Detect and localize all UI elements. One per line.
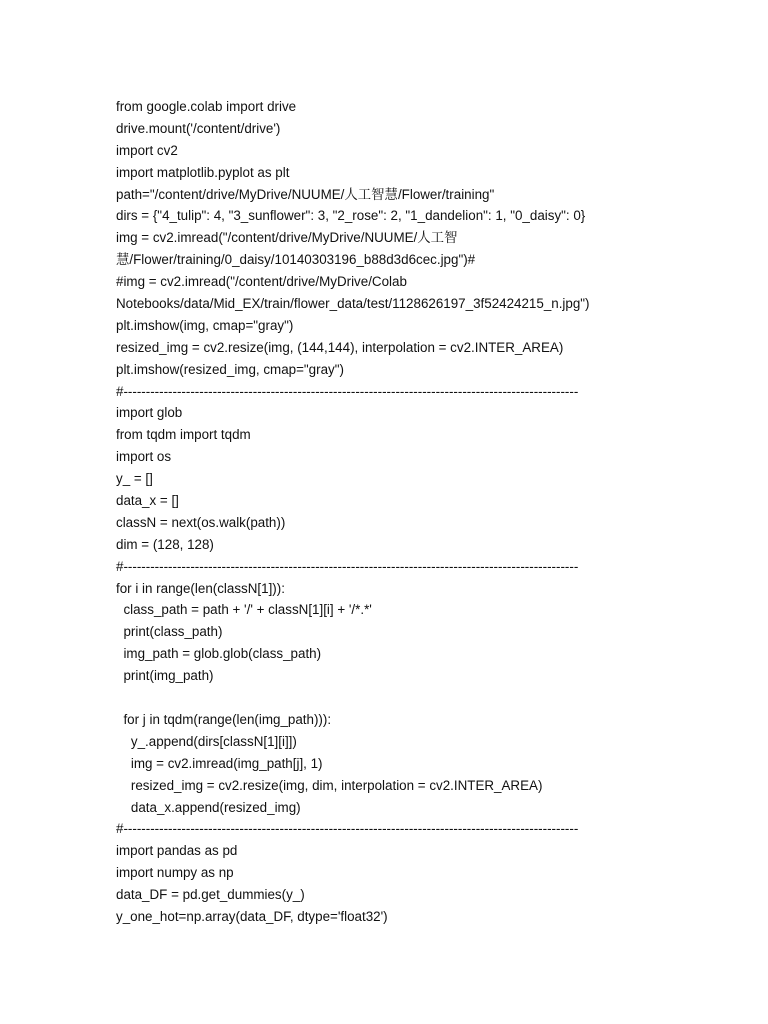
- code-line: import matplotlib.pyplot as plt: [116, 164, 290, 180]
- code-line: plt.imshow(resized_img, cmap="gray"): [116, 361, 344, 377]
- code-line: classN = next(os.walk(path)): [116, 514, 286, 530]
- code-line: import numpy as np: [116, 865, 234, 881]
- code-line: y_ = []: [116, 471, 153, 487]
- code-line: data_DF = pd.get_dummies(y_): [116, 887, 305, 903]
- code-line: img_path = glob.glob(class_path): [116, 646, 322, 662]
- code-line: import os: [116, 449, 172, 465]
- code-line: for i in range(len(classN[1])):: [116, 580, 285, 596]
- code-line: dirs = {"4_tulip": 4, "3_sunflower": 3, "2_rose": 2, "1_dandelion": 1, "0_daisy": 0}: [116, 208, 586, 224]
- code-line: #img = cv2.imread("/content/drive/MyDrive/Colab: [116, 274, 407, 290]
- code-line: import pandas as pd: [116, 843, 238, 859]
- code-line: resized_img = cv2.resize(img, dim, interpolation = cv2.INTER_AREA): [116, 777, 543, 793]
- code-line: drive.mount('/content/drive'): [116, 120, 281, 136]
- code-line: from tqdm import tqdm: [116, 427, 251, 443]
- code-line: from google.colab import drive: [116, 99, 297, 114]
- code-line: 慧/Flower/training/0_daisy/10140303196_b88d3d6cec.jpg")#: [116, 252, 476, 268]
- code-line: for j in tqdm(range(len(img_path))):: [116, 711, 332, 727]
- code-line: print(img_path): [116, 668, 214, 684]
- code-line: y_one_hot=np.array(data_DF, dtype='float32'): [116, 908, 388, 924]
- code-line: data_x.append(resized_img): [116, 799, 301, 815]
- code-line: class_path = path + '/' + classN[1][i] + '/*.*': [116, 602, 372, 618]
- code-line: #------------------------------------------------------------------------------------------------------: [116, 383, 579, 399]
- code-line: img = cv2.imread(img_path[j], 1): [116, 755, 323, 771]
- code-line: y_.append(dirs[classN[1][i]]): [116, 733, 297, 749]
- code-line: resized_img = cv2.resize(img, (144,144), interpolation = cv2.INTER_AREA): [116, 339, 564, 355]
- code-line: img = cv2.imread("/content/drive/MyDrive/NUUME/人工智: [116, 230, 458, 246]
- code-line: path="/content/drive/MyDrive/NUUME/人工智慧/Flower/training": [116, 186, 495, 202]
- code-line: dim = (128, 128): [116, 536, 214, 552]
- code-line: #------------------------------------------------------------------------------------------------------: [116, 558, 579, 574]
- code-line: #------------------------------------------------------------------------------------------------------: [116, 821, 579, 837]
- code-line: print(class_path): [116, 624, 223, 640]
- code-line: plt.imshow(img, cmap="gray"): [116, 317, 294, 333]
- code-line: import glob: [116, 405, 183, 421]
- code-listing: [116, 96, 746, 928]
- code-line: import cv2: [116, 142, 178, 158]
- code-line: Notebooks/data/Mid_EX/train/flower_data/test/1128626197_3f52424215_n.jpg"): [116, 296, 590, 312]
- code-line: data_x = []: [116, 493, 179, 509]
- code-line: [116, 687, 746, 709]
